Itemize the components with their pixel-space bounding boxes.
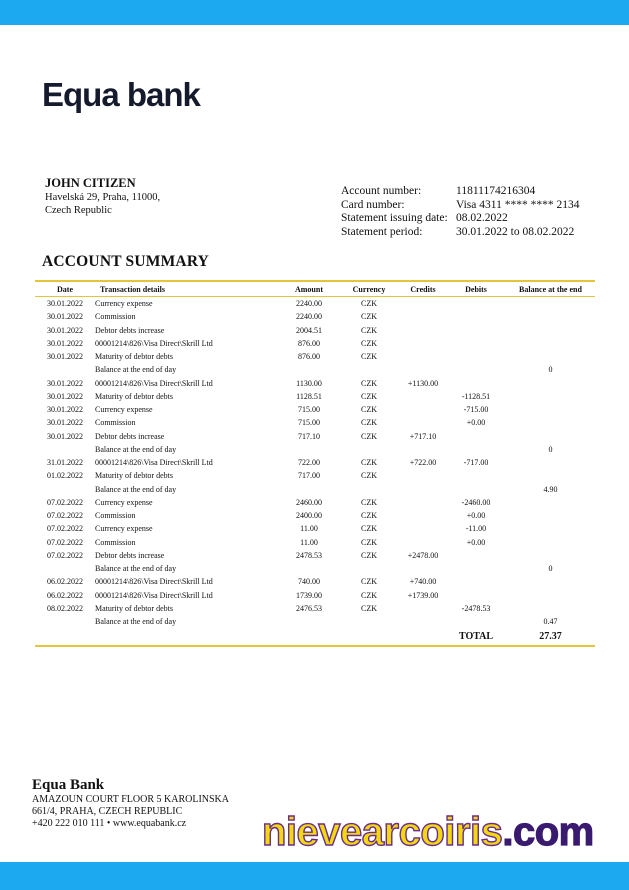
cell-currency bbox=[338, 562, 400, 575]
cell-credits bbox=[400, 483, 446, 496]
cell-currency: CZK bbox=[361, 352, 377, 362]
table-row bbox=[35, 575, 595, 588]
cell-details: Debtor debts increase bbox=[95, 325, 165, 335]
cell-currency: CZK bbox=[361, 431, 377, 441]
table-row bbox=[35, 390, 595, 403]
table-row bbox=[35, 297, 595, 310]
account-number-value: 11811174216304 bbox=[456, 185, 536, 197]
cell-debits: +0.00 bbox=[466, 418, 486, 428]
cell-amount: 876.00 bbox=[298, 338, 320, 348]
cell-amount bbox=[280, 562, 338, 575]
cell-details: Currency expense bbox=[95, 497, 153, 507]
logo-wordmark: Equa bank bbox=[42, 76, 200, 113]
cell-amount: 715.00 bbox=[298, 405, 320, 415]
cell-date: 30.01.2022 bbox=[47, 431, 83, 441]
equa-bank-logo bbox=[42, 76, 217, 116]
cell-amount bbox=[280, 443, 338, 456]
total-row bbox=[35, 628, 595, 645]
cell-amount: 740.00 bbox=[298, 577, 320, 587]
account-summary-title: ACCOUNT SUMMARY bbox=[42, 253, 210, 270]
cell-currency: CZK bbox=[361, 577, 377, 587]
cell-credits bbox=[400, 390, 446, 403]
cell-amount: 1739.00 bbox=[296, 590, 322, 600]
cell-debits bbox=[446, 324, 506, 337]
cell-details: Balance at the end of day bbox=[95, 484, 177, 494]
cell-balance bbox=[506, 416, 595, 429]
account-info-row bbox=[341, 199, 579, 213]
cell-details: Commission bbox=[95, 537, 136, 547]
cell-details: Currency expense bbox=[95, 299, 153, 309]
table-row bbox=[35, 443, 595, 456]
cell-details: Debtor debts increase bbox=[95, 431, 165, 441]
cell-currency: CZK bbox=[361, 299, 377, 309]
cell-date bbox=[35, 562, 95, 575]
cell-balance bbox=[506, 469, 595, 482]
watermark bbox=[262, 808, 594, 856]
cell-credits: +740.00 bbox=[409, 577, 437, 587]
cell-details: 00001214\826\Visa Direct\Skrill Ltd bbox=[95, 577, 213, 587]
table-row bbox=[35, 310, 595, 323]
cell-balance: 0 bbox=[548, 564, 553, 574]
cell-details: 00001214\826\Visa Direct\Skrill Ltd bbox=[95, 458, 213, 468]
cell-debits bbox=[446, 469, 506, 482]
cell-balance bbox=[506, 430, 595, 443]
header-details: Transaction details bbox=[100, 284, 165, 294]
footer-contact: +420 222 010 111 • www.equabank.cz bbox=[32, 818, 187, 829]
cell-details: Commission bbox=[95, 418, 136, 428]
cell-details: Maturity of debtor debts bbox=[95, 352, 173, 362]
cell-balance: 4.90 bbox=[543, 484, 558, 494]
cell-credits bbox=[400, 509, 446, 522]
cell-credits bbox=[400, 337, 446, 350]
cell-amount: 722.00 bbox=[298, 458, 320, 468]
cell-details: Maturity of debtor debts bbox=[95, 603, 173, 613]
cell-details: Currency expense bbox=[95, 405, 153, 415]
customer-address-line1: Havelská 29, Praha, 11000, bbox=[45, 192, 161, 203]
table-row bbox=[35, 337, 595, 350]
cell-debits bbox=[446, 337, 506, 350]
cell-date: 07.02.2022 bbox=[47, 511, 83, 521]
cell-debits: -11.00 bbox=[465, 524, 487, 534]
cell-credits: +1130.00 bbox=[407, 378, 439, 388]
cell-credits: +2478.00 bbox=[407, 550, 439, 560]
cell-balance bbox=[506, 602, 595, 615]
customer-block bbox=[45, 176, 160, 217]
cell-currency: CZK bbox=[361, 537, 377, 547]
issuing-date-value: 08.02.2022 bbox=[456, 212, 508, 224]
issuing-date-label: Statement issuing date: bbox=[341, 212, 448, 224]
table-row bbox=[35, 602, 595, 615]
cell-debits bbox=[446, 443, 506, 456]
cell-date: 30.01.2022 bbox=[47, 338, 83, 348]
cell-balance bbox=[506, 324, 595, 337]
card-number-value: Visa 4311 **** **** 2134 bbox=[456, 198, 580, 211]
cell-credits bbox=[400, 562, 446, 575]
cell-amount: 1128.51 bbox=[296, 391, 322, 401]
cell-balance bbox=[506, 337, 595, 350]
watermark-suffix: .com bbox=[502, 810, 594, 854]
cell-debits bbox=[446, 562, 506, 575]
table-row bbox=[35, 363, 595, 376]
cell-currency: CZK bbox=[361, 378, 377, 388]
customer-address-line2: Czech Republic bbox=[45, 205, 112, 216]
cell-debits bbox=[446, 363, 506, 376]
cell-date: 30.01.2022 bbox=[47, 378, 83, 388]
cell-date: 30.01.2022 bbox=[47, 418, 83, 428]
cell-currency: CZK bbox=[361, 391, 377, 401]
cell-amount: 11.00 bbox=[300, 537, 318, 547]
cell-balance bbox=[506, 549, 595, 562]
cell-date: 06.02.2022 bbox=[47, 577, 83, 587]
cell-debits: -2478.53 bbox=[461, 603, 491, 613]
cell-debits: +0.00 bbox=[466, 537, 486, 547]
cell-debits bbox=[446, 377, 506, 390]
cell-credits bbox=[400, 443, 446, 456]
cell-amount: 11.00 bbox=[300, 524, 318, 534]
cell-date: 07.02.2022 bbox=[47, 537, 83, 547]
cell-details: Maturity of debtor debts bbox=[95, 391, 173, 401]
cell-credits bbox=[400, 469, 446, 482]
cell-credits bbox=[400, 496, 446, 509]
cell-currency: CZK bbox=[361, 418, 377, 428]
header-date: Date bbox=[57, 284, 73, 294]
cell-balance bbox=[506, 589, 595, 602]
table-row bbox=[35, 483, 595, 496]
cell-credits bbox=[400, 310, 446, 323]
cell-date: 07.02.2022 bbox=[47, 550, 83, 560]
cell-balance bbox=[506, 377, 595, 390]
cell-debits bbox=[446, 310, 506, 323]
cell-amount: 2476.53 bbox=[296, 603, 322, 613]
table-row bbox=[35, 456, 595, 469]
cell-balance bbox=[506, 536, 595, 549]
cell-balance: 0 bbox=[548, 365, 553, 375]
cell-credits bbox=[400, 403, 446, 416]
cell-debits bbox=[446, 483, 506, 496]
footer bbox=[32, 776, 229, 830]
cell-details: 00001214\826\Visa Direct\Skrill Ltd bbox=[95, 338, 213, 348]
cell-date: 08.02.2022 bbox=[47, 603, 83, 613]
cell-currency bbox=[338, 615, 400, 628]
account-number-label: Account number: bbox=[341, 185, 422, 197]
cell-amount bbox=[280, 363, 338, 376]
account-info-row bbox=[341, 185, 579, 199]
header-amount: Amount bbox=[294, 284, 323, 294]
cell-credits bbox=[400, 615, 446, 628]
cell-details: Debtor debts increase bbox=[95, 550, 165, 560]
account-info bbox=[341, 185, 579, 239]
cell-credits bbox=[400, 522, 446, 535]
cell-details: Commission bbox=[95, 511, 136, 521]
cell-credits bbox=[400, 536, 446, 549]
table-row bbox=[35, 469, 595, 482]
cell-date: 30.01.2022 bbox=[47, 325, 83, 335]
total-value: 27.37 bbox=[539, 631, 562, 643]
cell-date bbox=[35, 443, 95, 456]
cell-currency: CZK bbox=[361, 458, 377, 468]
cell-date: 30.01.2022 bbox=[47, 299, 83, 309]
cell-debits: -2460.00 bbox=[461, 497, 491, 507]
cell-balance bbox=[506, 496, 595, 509]
cell-debits: +0.00 bbox=[466, 511, 486, 521]
cell-debits bbox=[446, 430, 506, 443]
cell-details: Balance at the end of day bbox=[95, 564, 177, 574]
cell-debits bbox=[446, 297, 506, 310]
footer-bank-name: Equa Bank bbox=[32, 777, 105, 793]
cell-debits bbox=[446, 615, 506, 628]
cell-details: Currency expense bbox=[95, 524, 153, 534]
cell-currency bbox=[338, 363, 400, 376]
cell-currency: CZK bbox=[361, 550, 377, 560]
cell-currency: CZK bbox=[361, 497, 377, 507]
header-balance: Balance at the end bbox=[519, 284, 582, 294]
cell-debits bbox=[446, 350, 506, 363]
cell-currency: CZK bbox=[361, 312, 377, 322]
cell-debits: -1128.51 bbox=[461, 391, 491, 401]
cell-debits: -715.00 bbox=[463, 405, 489, 415]
cell-debits bbox=[446, 589, 506, 602]
cell-balance bbox=[506, 522, 595, 535]
table-row bbox=[35, 377, 595, 390]
cell-balance bbox=[506, 390, 595, 403]
cell-amount: 2240.00 bbox=[296, 312, 322, 322]
cell-amount: 2240.00 bbox=[296, 299, 322, 309]
cell-currency: CZK bbox=[361, 471, 377, 481]
table-row bbox=[35, 430, 595, 443]
cell-balance: 0 bbox=[548, 444, 553, 454]
transactions-table bbox=[35, 280, 595, 647]
table-row bbox=[35, 589, 595, 602]
table-row bbox=[35, 522, 595, 535]
cell-date: 30.01.2022 bbox=[47, 405, 83, 415]
table-row bbox=[35, 496, 595, 509]
bottom-color-bar bbox=[0, 862, 629, 890]
cell-amount: 876.00 bbox=[298, 352, 320, 362]
cell-balance bbox=[506, 350, 595, 363]
cell-balance bbox=[506, 403, 595, 416]
cell-amount: 1130.00 bbox=[296, 378, 322, 388]
cell-currency: CZK bbox=[361, 325, 377, 335]
cell-date: 07.02.2022 bbox=[47, 497, 83, 507]
cell-amount: 2004.51 bbox=[296, 325, 322, 335]
watermark-text: nievearcoiris bbox=[262, 810, 503, 854]
cell-credits: +722.00 bbox=[409, 458, 437, 468]
table-row bbox=[35, 403, 595, 416]
cell-amount: 715.00 bbox=[298, 418, 320, 428]
cell-debits: -717.00 bbox=[463, 458, 489, 468]
cell-debits bbox=[446, 575, 506, 588]
cell-balance bbox=[506, 456, 595, 469]
table-row bbox=[35, 549, 595, 562]
cell-date: 31.01.2022 bbox=[47, 458, 83, 468]
cell-amount: 2478.53 bbox=[296, 550, 322, 560]
cell-balance bbox=[506, 575, 595, 588]
cell-credits bbox=[400, 297, 446, 310]
cell-balance: 0.47 bbox=[543, 617, 558, 627]
cell-credits bbox=[400, 416, 446, 429]
cell-currency bbox=[338, 443, 400, 456]
account-info-row bbox=[341, 212, 579, 226]
customer-name: JOHN CITIZEN bbox=[45, 176, 136, 190]
cell-details: 00001214\826\Visa Direct\Skrill Ltd bbox=[95, 590, 213, 600]
cell-credits bbox=[400, 602, 446, 615]
cell-details: Commission bbox=[95, 312, 136, 322]
header-debits: Debits bbox=[465, 284, 487, 294]
statement-period-value: 30.01.2022 to 08.02.2022 bbox=[456, 225, 575, 238]
header-credits: Credits bbox=[410, 284, 436, 294]
cell-credits bbox=[400, 350, 446, 363]
cell-date: 07.02.2022 bbox=[47, 524, 83, 534]
table-row bbox=[35, 324, 595, 337]
table-row bbox=[35, 416, 595, 429]
cell-balance bbox=[506, 297, 595, 310]
cell-details: Balance at the end of day bbox=[95, 617, 177, 627]
cell-details: Maturity of debtor debts bbox=[95, 471, 173, 481]
table-header-row bbox=[35, 282, 595, 296]
table-row bbox=[35, 350, 595, 363]
cell-date: 30.01.2022 bbox=[47, 391, 83, 401]
table-row bbox=[35, 536, 595, 549]
cell-currency bbox=[338, 483, 400, 496]
cell-currency: CZK bbox=[361, 405, 377, 415]
cell-amount: 717.10 bbox=[298, 431, 320, 441]
cell-credits: +1739.00 bbox=[407, 590, 439, 600]
cell-date bbox=[35, 363, 95, 376]
cell-date bbox=[35, 483, 95, 496]
header-currency: Currency bbox=[352, 284, 386, 294]
cell-amount: 2460.00 bbox=[296, 497, 322, 507]
card-number-label: Card number: bbox=[341, 198, 405, 211]
total-label: TOTAL bbox=[458, 631, 494, 643]
cell-date: 01.02.2022 bbox=[47, 471, 83, 481]
cell-date bbox=[35, 615, 95, 628]
cell-credits: +717.10 bbox=[409, 431, 437, 441]
cell-currency: CZK bbox=[361, 590, 377, 600]
table-row bbox=[35, 615, 595, 628]
cell-date: 06.02.2022 bbox=[47, 590, 83, 600]
cell-balance bbox=[506, 310, 595, 323]
cell-currency: CZK bbox=[361, 511, 377, 521]
top-color-bar bbox=[0, 0, 629, 25]
table-row bbox=[35, 509, 595, 522]
table-row bbox=[35, 562, 595, 575]
cell-date: 30.01.2022 bbox=[47, 312, 83, 322]
cell-details: Balance at the end of day bbox=[95, 444, 177, 454]
footer-address-line1: AMAZOUN COURT FLOOR 5 KAROLINSKA bbox=[32, 794, 230, 805]
cell-balance bbox=[506, 509, 595, 522]
statement-period-label: Statement period: bbox=[341, 225, 423, 238]
cell-currency: CZK bbox=[361, 603, 377, 613]
cell-date: 30.01.2022 bbox=[47, 352, 83, 362]
cell-credits bbox=[400, 324, 446, 337]
cell-currency: CZK bbox=[361, 524, 377, 534]
cell-amount: 717.00 bbox=[298, 471, 320, 481]
cell-amount: 2400.00 bbox=[296, 511, 322, 521]
cell-currency: CZK bbox=[361, 338, 377, 348]
cell-amount bbox=[280, 615, 338, 628]
footer-address-line2: 661/4, PRAHA, CZECH REPUBLIC bbox=[32, 806, 183, 817]
cell-credits bbox=[400, 363, 446, 376]
cell-debits bbox=[446, 549, 506, 562]
cell-details: 00001214\826\Visa Direct\Skrill Ltd bbox=[95, 378, 213, 388]
table-bottom-rule bbox=[35, 645, 595, 647]
cell-amount bbox=[280, 483, 338, 496]
account-info-row bbox=[341, 226, 579, 240]
cell-details: Balance at the end of day bbox=[95, 365, 177, 375]
